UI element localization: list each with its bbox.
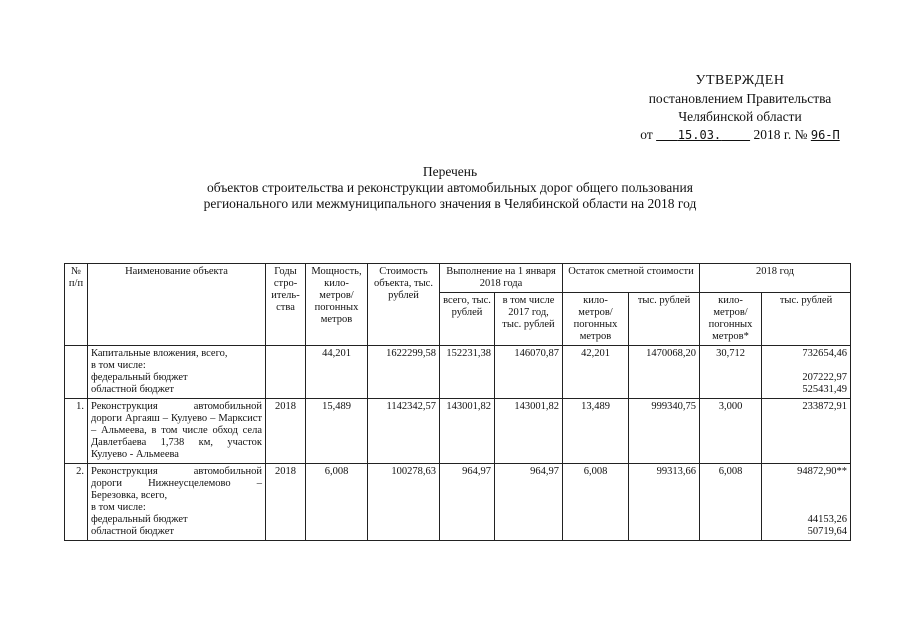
cell-cost: 100278,63 [368,464,440,541]
cell-cost: 1142342,57 [368,399,440,464]
header-name: Наименование объекта [88,264,266,346]
cell-2018-rub: 233872,91 [762,399,851,464]
name-line: Капитальные вложения, всего, [91,348,228,359]
approval-block [600,72,880,144]
name-line: федеральный бюджет [91,372,188,383]
cell-name: Реконструкция автомобильной дороги Аргаяш – Кулуево – Марксист – Альмеева, в том числе обход села Давлетбаева 1,738 км, участок Кулуево - Альмеева [88,399,266,464]
name-line: областной бюджет [91,384,174,395]
cell-rest-rub: 999340,75 [629,399,700,464]
doc-number: 96-П [810,128,840,142]
cell-done-total: 143001,82 [440,399,495,464]
cell-done-2017: 964,97 [495,464,563,541]
cell-done-2017: 143001,82 [495,399,563,464]
amount-federal: 207222,97 [802,372,848,383]
cell-num: 1. [65,399,88,464]
cell-2018-km: 3,000 [700,399,762,464]
cell-capacity: 44,201 [306,346,368,399]
amount-federal: 44153,26 [807,514,848,525]
amount-regional: 525431,49 [802,384,848,395]
name-line: в том числе: [91,360,146,371]
amount-regional: 50719,64 [807,526,848,537]
date-value [656,128,750,142]
cell-rest-rub: 1470068,20 [629,346,700,399]
cell-rest-km: 13,489 [563,399,629,464]
cell-years: 2018 [266,399,306,464]
approval-title: УТВЕРЖДЕН [695,73,785,88]
cell-2018-rub [762,464,851,541]
cell-years [266,346,306,399]
approval-date-line [600,126,880,144]
cell-years: 2018 [266,464,306,541]
cell-rest-rub: 99313,66 [629,464,700,541]
cell-rest-km: 6,008 [563,464,629,541]
header-rest-km: кило-метров/ погонных метров [563,293,629,346]
document-heading [100,164,800,212]
approval-line-2: Челябинской области [678,109,802,124]
cell-done-total: 964,97 [440,464,495,541]
header-2018: 2018 год [700,264,851,293]
amount-total: 732654,46 [802,348,848,359]
header-done-total: всего, тыс. рублей [440,293,495,346]
cell-cost: 1622299,58 [368,346,440,399]
cell-2018-rub [762,346,851,399]
header-cost: Стоимость объекта, тыс. рублей [368,264,440,346]
header-capacity: Мощность, кило-метров/ погонных метров [306,264,368,346]
name-line: федеральный бюджет [91,514,188,525]
header-rest: Остаток сметной стоимости [563,264,700,293]
cell-rest-km: 42,201 [563,346,629,399]
cell-capacity: 6,008 [306,464,368,541]
header-2018-km: кило-метров/ погонных метров* [700,293,762,346]
header-done-2017: в том числе 2017 год, тыс. рублей [495,293,563,346]
cell-capacity: 15,489 [306,399,368,464]
header-done: Выполнение на 1 января 2018 года [440,264,563,293]
cell-done-2017: 146070,87 [495,346,563,399]
header-num: № п/п [65,264,88,346]
heading-line-3: регионального или межмуниципального значения в Челябинской области на 2018 год [203,196,697,211]
header-2018-rub: тыс. рублей [762,293,851,346]
approval-line-1: постановлением Правительства [648,91,832,106]
name-line: в том числе: [91,502,146,513]
cell-num [65,346,88,399]
cell-2018-km: 30,712 [700,346,762,399]
amount-total: 94872,90** [797,466,848,477]
objects-table [64,263,851,541]
cell-name [88,464,266,541]
cell-num: 2. [65,464,88,541]
heading-line-1: Перечень [422,164,478,179]
date-prefix: от [640,127,653,142]
table-row [65,464,851,541]
cell-2018-km: 6,008 [700,464,762,541]
table-row [65,346,851,399]
date-value-text: 15.03. [677,128,722,142]
header-row-1 [65,264,851,293]
name-main: Реконструкция автомобильной дороги Нижнеусцелемово – Березовка, всего, [91,466,262,501]
header-years: Годы стро-итель-ства [266,264,306,346]
cell-name [88,346,266,399]
table-row [65,399,851,464]
cell-done-total: 152231,38 [440,346,495,399]
date-suffix: 2018 г. № [753,127,808,142]
heading-line-2: объектов строительства и реконструкции автомобильных дорог общего пользования [207,180,693,195]
name-line: областной бюджет [91,526,174,537]
header-rest-rub: тыс. рублей [629,293,700,346]
